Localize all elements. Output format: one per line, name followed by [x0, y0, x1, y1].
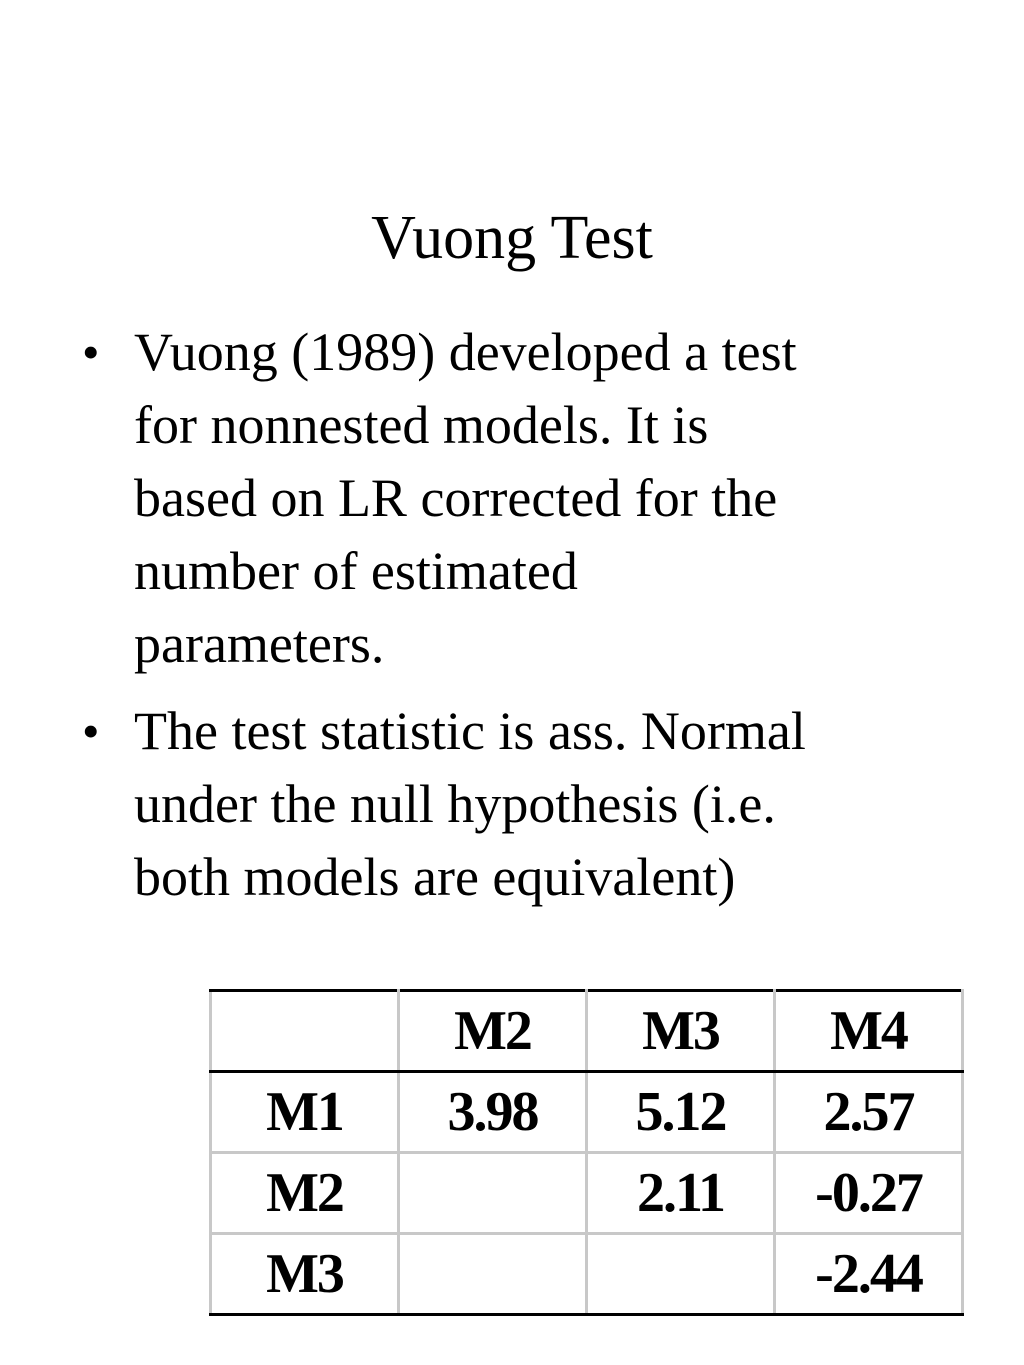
table-header-cell: M2 [399, 991, 587, 1072]
table-cell: 3.98 [399, 1072, 587, 1153]
table-row [211, 1234, 963, 1315]
bullet-line: The test statistic is ass. Normal [134, 701, 806, 761]
bullet-list [0, 316, 1024, 928]
table-row [211, 1072, 963, 1153]
row-label-cell: M2 [211, 1153, 399, 1234]
bullet-line: Vuong (1989) developed a test [134, 322, 797, 382]
table-cell [587, 1234, 775, 1315]
table-header-cell [211, 991, 399, 1072]
bullet-line: under the null hypothesis (i.e. [134, 774, 776, 834]
table-row [211, 1153, 963, 1234]
slide-title: Vuong Test [371, 204, 653, 272]
table-header-row [211, 991, 963, 1072]
bullet-item [0, 695, 914, 914]
bullet-marker: • [82, 703, 100, 759]
table-header-cell: M4 [775, 991, 963, 1072]
table-cell: 5.12 [587, 1072, 775, 1153]
bullet-line: for nonnested models. It is [134, 395, 709, 455]
table-cell [399, 1234, 587, 1315]
table-header-cell: M3 [587, 991, 775, 1072]
bullet-item [0, 316, 914, 681]
bullet-marker: • [82, 324, 100, 380]
results-table-wrapper [209, 989, 964, 1316]
table-cell: -0.27 [775, 1153, 963, 1234]
bullet-line: both models are equivalent) [134, 847, 736, 907]
table-cell: 2.11 [587, 1153, 775, 1234]
bullet-line: based on LR corrected for the [134, 468, 778, 528]
table-cell [399, 1153, 587, 1234]
row-label-cell: M3 [211, 1234, 399, 1315]
bullet-line: number of estimated [134, 541, 578, 601]
table-cell: -2.44 [775, 1234, 963, 1315]
vuong-results-table [209, 989, 964, 1316]
table-cell: 2.57 [775, 1072, 963, 1153]
row-label-cell: M1 [211, 1072, 399, 1153]
bullet-line: parameters. [134, 614, 385, 674]
